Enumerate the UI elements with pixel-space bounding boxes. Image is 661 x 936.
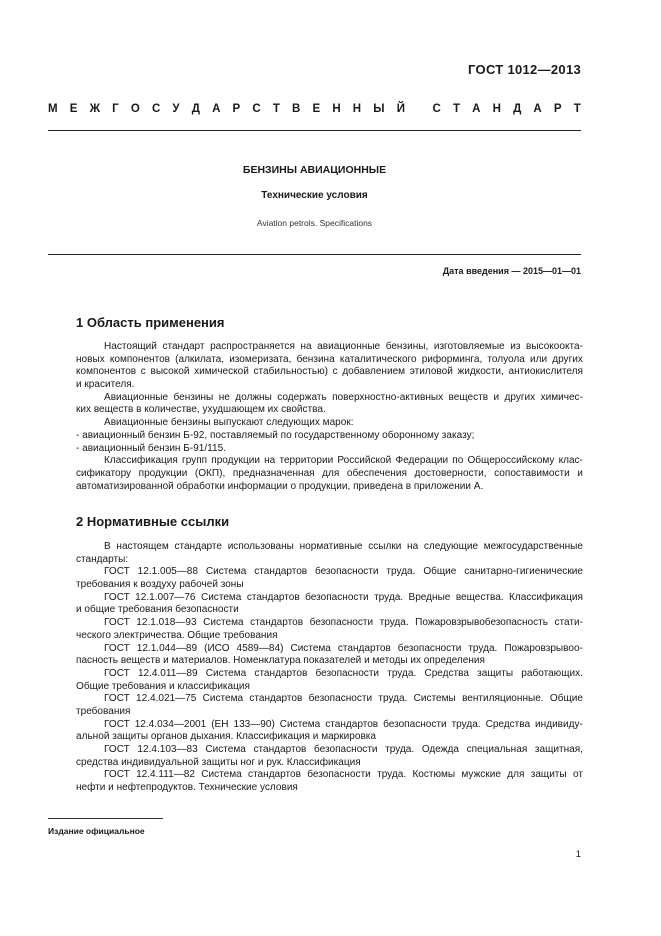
text-line: Авиационные бензины не должны содержать поверхностно-активных веществ и других химичес- bbox=[104, 391, 583, 403]
text-line: ГОСТ 12.1.005—88 Система стандартов безопасности труда. Общие санитарно-гигиенические bbox=[104, 566, 583, 578]
standard-type-letter: С bbox=[252, 103, 261, 115]
title-divider bbox=[48, 254, 581, 255]
section-1-body bbox=[76, 341, 583, 493]
page-number: 1 bbox=[575, 849, 581, 860]
text-line: ГОСТ 12.1.044—89 (ИСО 4589—84) Система стандартов безопасности труда. Пожаровзрывоо- bbox=[104, 642, 583, 654]
text-line: - авиационный бензин Б-92, поставляемый по государственному оборонному заказу; bbox=[76, 429, 475, 441]
text-line: Классификация групп продукции на территории Российской Федерации по Общероссийскому клас- bbox=[104, 455, 583, 467]
standard-type-letter: С bbox=[151, 103, 161, 115]
standard-type-letter: Н bbox=[492, 103, 501, 115]
text-line: требования bbox=[76, 705, 131, 717]
standard-type-letter: Н bbox=[332, 103, 341, 115]
footer-divider bbox=[48, 818, 163, 819]
standard-type-letter bbox=[417, 103, 420, 115]
standard-type-letter: Д bbox=[513, 103, 522, 115]
standard-type-letter: М bbox=[48, 103, 58, 115]
standard-type-letter: Т bbox=[573, 103, 581, 115]
text-line: автоматизированной обработки информации о продукции, приведена в приложении А. bbox=[76, 480, 484, 492]
text-line: ГОСТ 12.4.021—75 Система стандартов безопасности труда. Системы вентиляционные. Общие bbox=[104, 693, 583, 705]
text-line: и красителя. bbox=[76, 379, 135, 391]
text-line: стандарты: bbox=[76, 553, 129, 565]
standard-type-letter: Т bbox=[452, 103, 460, 115]
edition-note: Издание официальное bbox=[48, 826, 145, 836]
document-subtitle: Технические условия bbox=[261, 190, 368, 201]
standard-type-letter: Р bbox=[232, 103, 241, 115]
text-line: - авиационный бензин Б-91/115. bbox=[76, 442, 226, 454]
text-line: ГОСТ 12.1.007—76 Система стандартов безопасности труда. Вредные вещества. Классификация bbox=[104, 591, 583, 603]
text-line: В настоящем стандарте использованы нормативные ссылки на следующие межгосударственные bbox=[104, 541, 583, 552]
standard-type-letter: Н bbox=[352, 103, 362, 115]
standard-type-letter: С bbox=[432, 103, 441, 115]
introduction-date: Дата введения — 2015—01—01 bbox=[442, 266, 581, 276]
standard-type-letter: Ж bbox=[89, 103, 100, 115]
standard-type-letter: А bbox=[212, 103, 221, 115]
document-title: БЕНЗИНЫ АВИАЦИОННЫЕ bbox=[242, 164, 387, 176]
document-english-title: Aviation petrols. Specifications bbox=[256, 218, 373, 228]
text-line: Настоящий стандарт распространяется на авиационные бензины, изготовляемые из высокоокта- bbox=[104, 341, 583, 352]
text-line: ГОСТ 12.4.034—2001 (ЕН 133—90) Система стандартов безопасности труда. Средства индивиду- bbox=[104, 718, 583, 730]
text-line: средства индивидуальной защиты ног и рук. Классификация bbox=[76, 756, 361, 768]
section-2-body bbox=[76, 541, 583, 795]
text-line: пасность веществ и материалов. Номенклатура показателей и методы их определения bbox=[76, 655, 485, 667]
text-line: Авиационные бензины выпускают следующих марок: bbox=[104, 417, 354, 429]
text-line: и общие требования безопасности bbox=[76, 604, 239, 616]
standard-type-letter: Е bbox=[69, 103, 78, 115]
section-1-heading: 1 Область применения bbox=[76, 315, 225, 330]
text-line: ческого электричества. Общие требования bbox=[76, 629, 278, 641]
standard-type-letter: Ы bbox=[373, 103, 385, 115]
standard-type-letter: Д bbox=[191, 103, 200, 115]
text-line: Общие требования и классификация bbox=[76, 680, 250, 692]
text-line: новых компонентов (алкилата, изомеризата, бензина каталитического риформинга, толуола или других bbox=[76, 353, 583, 365]
standard-type-letter: Г bbox=[112, 103, 119, 115]
text-line: ГОСТ 12.4.103—83 Система стандартов безопасности труда. Одежда специальная защитная, bbox=[104, 744, 583, 755]
section-2-heading: 2 Нормативные ссылки bbox=[76, 514, 230, 529]
standard-type-letter: О bbox=[130, 103, 140, 115]
standard-type-letter: Р bbox=[553, 103, 562, 115]
text-line: ких веществ в количестве, ухудшающем их свойства. bbox=[76, 404, 326, 416]
standard-type-letter: В bbox=[292, 103, 301, 115]
text-line: ГОСТ 12.4.011—89 Система стандартов безопасности труда. Средства защиты работающих. bbox=[104, 667, 583, 679]
text-line: альной защиты органов дыхания. Классификация и маркировка bbox=[76, 731, 376, 743]
text-line: ГОСТ 12.1.018—93 Система стандартов безопасности труда. Пожаровзрывобезопасность стати- bbox=[104, 617, 583, 629]
text-line: компонентов с высокой химической стабильностью) с добавлением этиловой жидкости, антиокислителя bbox=[76, 366, 583, 378]
text-line: сификатору продукции (ОКП), предназначенная для обеспечения достоверности, сопоставимости и bbox=[76, 467, 583, 479]
standard-type-letter: А bbox=[472, 103, 481, 115]
text-line: нефти и нефтепродуктов. Технические условия bbox=[76, 782, 298, 794]
standard-type-letter: У bbox=[172, 103, 180, 115]
text-line: требования к воздуху рабочей зоны bbox=[76, 579, 244, 591]
standard-type-letter: Й bbox=[396, 103, 405, 115]
standard-type-letter: Е bbox=[312, 103, 321, 115]
standard-type-letter: Т bbox=[272, 103, 280, 115]
standard-type-heading bbox=[48, 103, 581, 115]
header-divider bbox=[48, 130, 581, 131]
standard-type-letter: А bbox=[533, 103, 542, 115]
gost-number: ГОСТ 1012—2013 bbox=[468, 62, 581, 77]
text-line: ГОСТ 12.4.111—82 Система стандартов безопасности труда. Костюмы мужские для защиты от bbox=[104, 769, 583, 781]
